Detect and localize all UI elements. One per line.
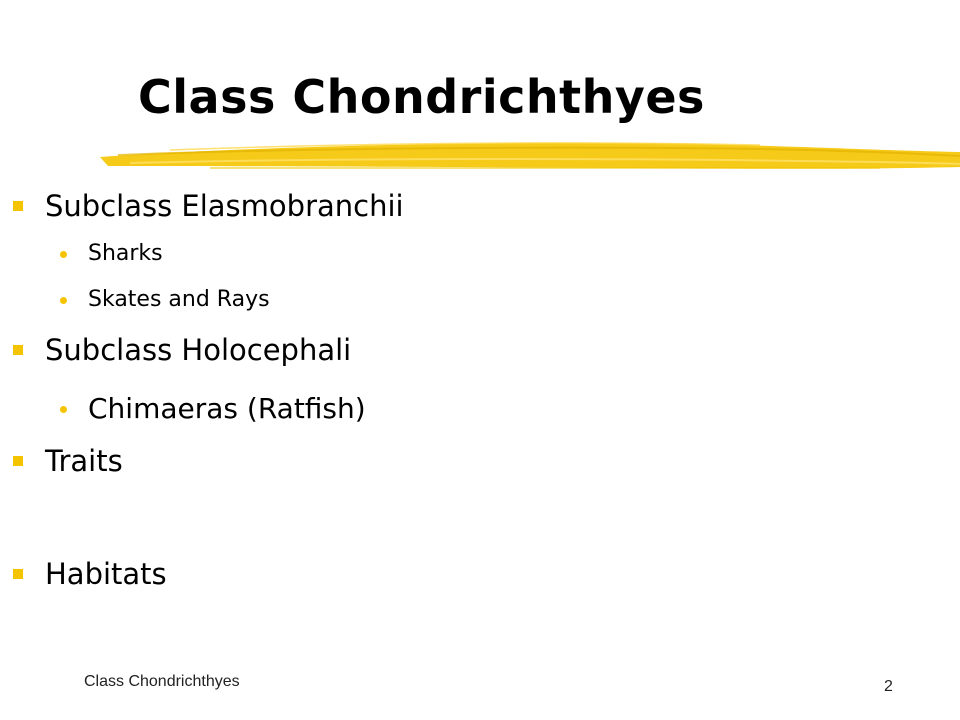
round-bullet-icon	[60, 251, 67, 258]
square-bullet-icon	[13, 201, 23, 211]
slide-title: Class Chondrichthyes	[138, 70, 705, 124]
bullet-habitats: Habitats	[45, 557, 167, 591]
square-bullet-icon	[13, 456, 23, 466]
bullet-traits: Traits	[45, 444, 123, 478]
square-bullet-icon	[13, 345, 23, 355]
bullet-skates-and-rays: Skates and Rays	[88, 287, 270, 312]
round-bullet-icon	[60, 297, 67, 304]
round-bullet-icon	[60, 406, 67, 413]
bullet-subclass-holocephali: Subclass Holocephali	[45, 333, 352, 367]
square-bullet-icon	[13, 569, 23, 579]
footer-title: Class Chondrichthyes	[84, 673, 240, 690]
page-number: 2	[884, 678, 893, 695]
bullet-chimaeras: Chimaeras (Ratfish)	[88, 392, 366, 425]
bullet-subclass-elasmobranchii: Subclass Elasmobranchii	[45, 189, 404, 223]
bullet-sharks: Sharks	[88, 241, 163, 266]
